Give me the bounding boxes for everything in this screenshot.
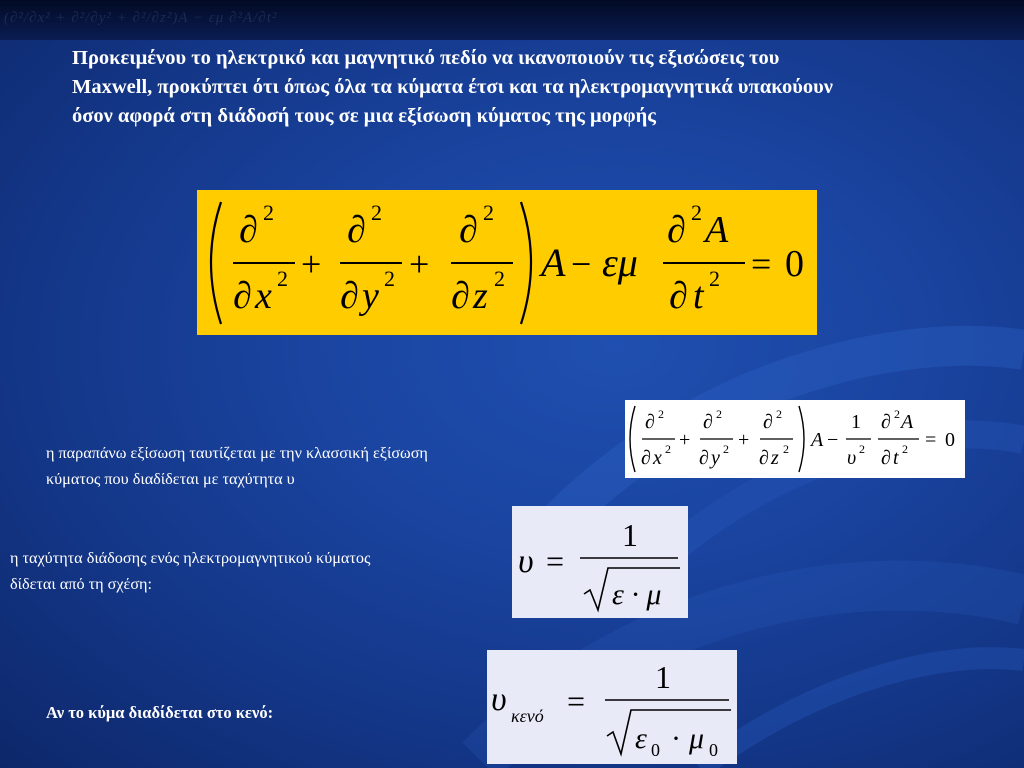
classic-upsilon: υ [847,447,857,469]
denominator-partial-2: ∂ [340,275,359,317]
speed-text [10,545,510,597]
exp-2: 2 [371,200,382,225]
plus-1: + [301,244,322,284]
operand-A: A [541,240,566,285]
top-dark-band [0,0,1024,40]
classic-equation [625,400,965,478]
speed-equals: = [546,543,565,579]
faint-header-equation: (∂²/∂x² + ∂²/∂y² + ∂²/∂z²)A − εμ ∂²A/∂t² [4,10,278,26]
classic-exp-u: 2 [859,442,865,456]
classic-equation-box [625,400,965,478]
vacuum-equals: = [567,683,586,719]
exp-t: 2 [709,266,720,291]
var-x: x [255,275,272,317]
classic-den-3: ∂ [759,447,769,469]
vacuum-mu-sub: 0 [709,740,718,760]
exp-x: 2 [277,266,288,291]
classic-num-4: ∂ [881,411,891,433]
var-t: t [693,275,704,317]
classic-exp-t: 2 [902,442,908,456]
intro-line-3: όσον αφορά στη διάδοσή τους σε μια εξίσωση κύματος της μορφής [72,105,656,127]
denominator-partial-4: ∂ [669,275,688,317]
classic-exp-x: 2 [665,442,671,456]
classic-exp-1: 2 [658,407,664,421]
classic-num-A: A [901,411,914,433]
speed-text-line-1: η ταχύτητα διάδοσης ενός ηλεκτρομαγνητικού κύματος [10,549,371,567]
speed-equation [512,506,688,618]
numerator-A: A [705,209,729,251]
classic-num-1: ∂ [645,411,655,433]
denominator-partial-1: ∂ [233,275,252,317]
classic-plus-2: + [738,429,750,451]
classic-minus: − [827,429,839,451]
classic-den-2: ∂ [699,447,709,469]
classic-var-z: z [771,447,779,469]
classic-one: 1 [851,411,861,433]
classic-var-y: y [711,447,720,469]
speed-equation-box [512,506,688,618]
classic-var-x: x [653,447,662,469]
wave-equation-box [197,190,817,335]
exp-1: 2 [263,200,274,225]
zero-value: 0 [785,243,804,285]
speed-upsilon: υ [518,543,534,580]
classic-equation-text [46,440,606,492]
classic-plus-1: + [679,429,691,451]
plus-2: + [409,244,430,284]
classic-equals: = [925,429,937,451]
exp-4: 2 [691,200,702,225]
classic-A: A [811,429,824,451]
classic-var-t: t [893,447,899,469]
wave-equation [197,190,817,335]
classic-exp-3: 2 [776,407,782,421]
classic-num-3: ∂ [763,411,773,433]
classic-zero: 0 [945,429,955,451]
numerator-partial-2: ∂ [347,209,366,251]
vacuum-one: 1 [655,659,671,695]
vacuum-mu: μ [689,722,705,755]
vacuum-dot: · [671,722,681,755]
numerator-partial-4: ∂ [667,209,686,251]
classic-num-2: ∂ [703,411,713,433]
vacuum-equation [487,650,737,764]
classic-exp-4: 2 [894,407,900,421]
denominator-partial-3: ∂ [451,275,470,317]
classic-text-line-1: η παραπάνω εξίσωση ταυτίζεται με την κλασσική εξίσωση [46,444,428,462]
minus-sign: − [571,244,592,284]
numerator-partial-1: ∂ [239,209,258,251]
speed-radicand: ε · μ [612,578,662,611]
var-z: z [473,275,488,317]
speed-text-line-2: δίδεται από τη σχέση: [10,575,153,593]
vacuum-subscript: κενό [511,706,544,726]
intro-line-1: Προκειμένου το ηλεκτρικό και μαγνητικό πεδίο να ικανοποιούν τις εξισώσεις του [72,47,780,69]
exp-y: 2 [384,266,395,291]
intro-line-2: Maxwell, προκύπτει ότι όπως όλα τα κύματα έτσι και τα ηλεκτρομαγνητικά υπακούουν [72,76,833,98]
classic-exp-2: 2 [716,407,722,421]
vacuum-text: Αν το κύμα διαδίδεται στο κενό: [46,703,274,722]
vacuum-equation-box [487,650,737,764]
classic-den-4: ∂ [881,447,891,469]
equals-sign: = [751,244,772,284]
exp-z: 2 [494,266,505,291]
vacuum-epsilon: ε [635,722,647,755]
speed-one: 1 [622,517,638,553]
var-y: y [362,275,379,317]
classic-text-line-2: κύματος που διαδίδεται με ταχύτητα υ [46,470,295,488]
epsilon-mu: εμ [602,240,638,285]
classic-exp-z: 2 [783,442,789,456]
exp-3: 2 [483,200,494,225]
vacuum-epsilon-sub: 0 [651,740,660,760]
vacuum-upsilon: υ [491,681,507,718]
intro-paragraph [72,44,992,131]
numerator-partial-3: ∂ [459,209,478,251]
classic-den-1: ∂ [641,447,651,469]
classic-exp-y: 2 [723,442,729,456]
